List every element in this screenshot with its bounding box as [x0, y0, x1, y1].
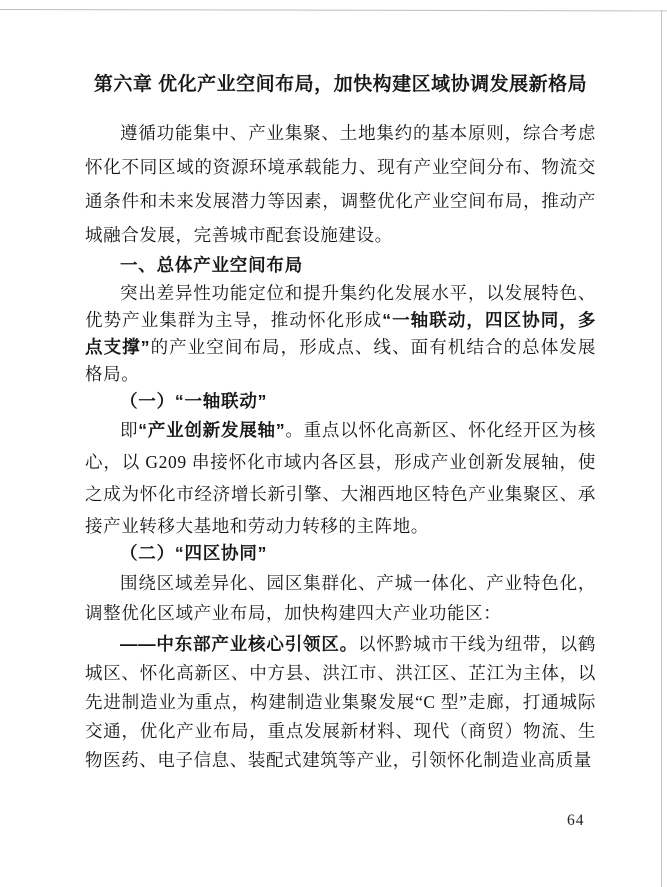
text-segment: 第六章 优化产业空间布局，加快构建区域协调发展新格局	[93, 74, 588, 95]
text-segment: ——中东部产业核心引领区。	[120, 634, 358, 654]
heading-overall-industrial-layout	[85, 254, 596, 276]
paragraph-overall-layout	[85, 280, 596, 388]
paragraph-one-axis	[85, 414, 596, 542]
heading-four-zones-coordination	[85, 542, 596, 564]
text-segment: “一轴联动，四区协同，多点支撑”	[85, 310, 596, 357]
text-segment: 遵循功能集中、产业集聚、土地集约的基本原则，综合考虑怀化不同区域的资源环境承载能力、现有产业空间分布、物流交通条件和未来发展潜力等因素，调整优化产业空间布局，推动产城融合发展，完善城市配套设施建设。	[85, 123, 596, 245]
text-segment: 以怀黔城市干线为纽带，以鹤城区、怀化高新区、中方县、洪江市、洪江区、芷江为主体，以先进制造业为重点，构建制造业集聚发展“C 型”走廊，打通城际交通，优化产业布局，重点发展新材料、现代（商贸）物流、生物医药、电子信息、装配式建筑等产业，引领怀化制造业高质量	[85, 634, 596, 770]
scan-edge-top-line	[0, 9, 667, 11]
text-segment: 的产业空间布局，形成点、线、面有机结合的总体发展格局。	[85, 337, 596, 384]
text-segment: 一、总体产业空间布局	[120, 255, 303, 275]
paragraph-central-east-core-zone	[85, 630, 596, 775]
text-segment: （一）“一轴联动”	[120, 391, 268, 411]
chapter-title	[85, 74, 596, 96]
text-segment: “产业创新发展轴”	[138, 420, 286, 440]
paragraph-principles	[85, 116, 596, 252]
text-segment: 突出差异性功能定位和提升集约化发展水平，以发展特色、优势产业集群为主导，推动怀化形成	[85, 283, 596, 330]
text-segment: 即	[120, 420, 139, 440]
document-body	[85, 74, 596, 775]
heading-one-axis-linkage	[85, 390, 596, 412]
text-segment: 。重点以怀化高新区、怀化经开区为核心，以 G209 串接怀化市域内各区县，形成产业创新发展轴，使之成为怀化市经济增长新引擎、大湘西地区特色产业集聚区、承接产业转移大基地和劳动力转移的主阵地。	[85, 420, 596, 536]
text-segment: 围绕区域差异化、园区集群化、产城一体化、产业特色化，调整优化区域产业布局，加快构建四大产业功能区：	[85, 573, 596, 623]
scan-edge-right-line	[661, 10, 662, 887]
paragraph-four-zones	[85, 568, 596, 628]
page-number: 64	[567, 812, 585, 829]
text-segment: （二）“四区协同”	[120, 543, 268, 563]
